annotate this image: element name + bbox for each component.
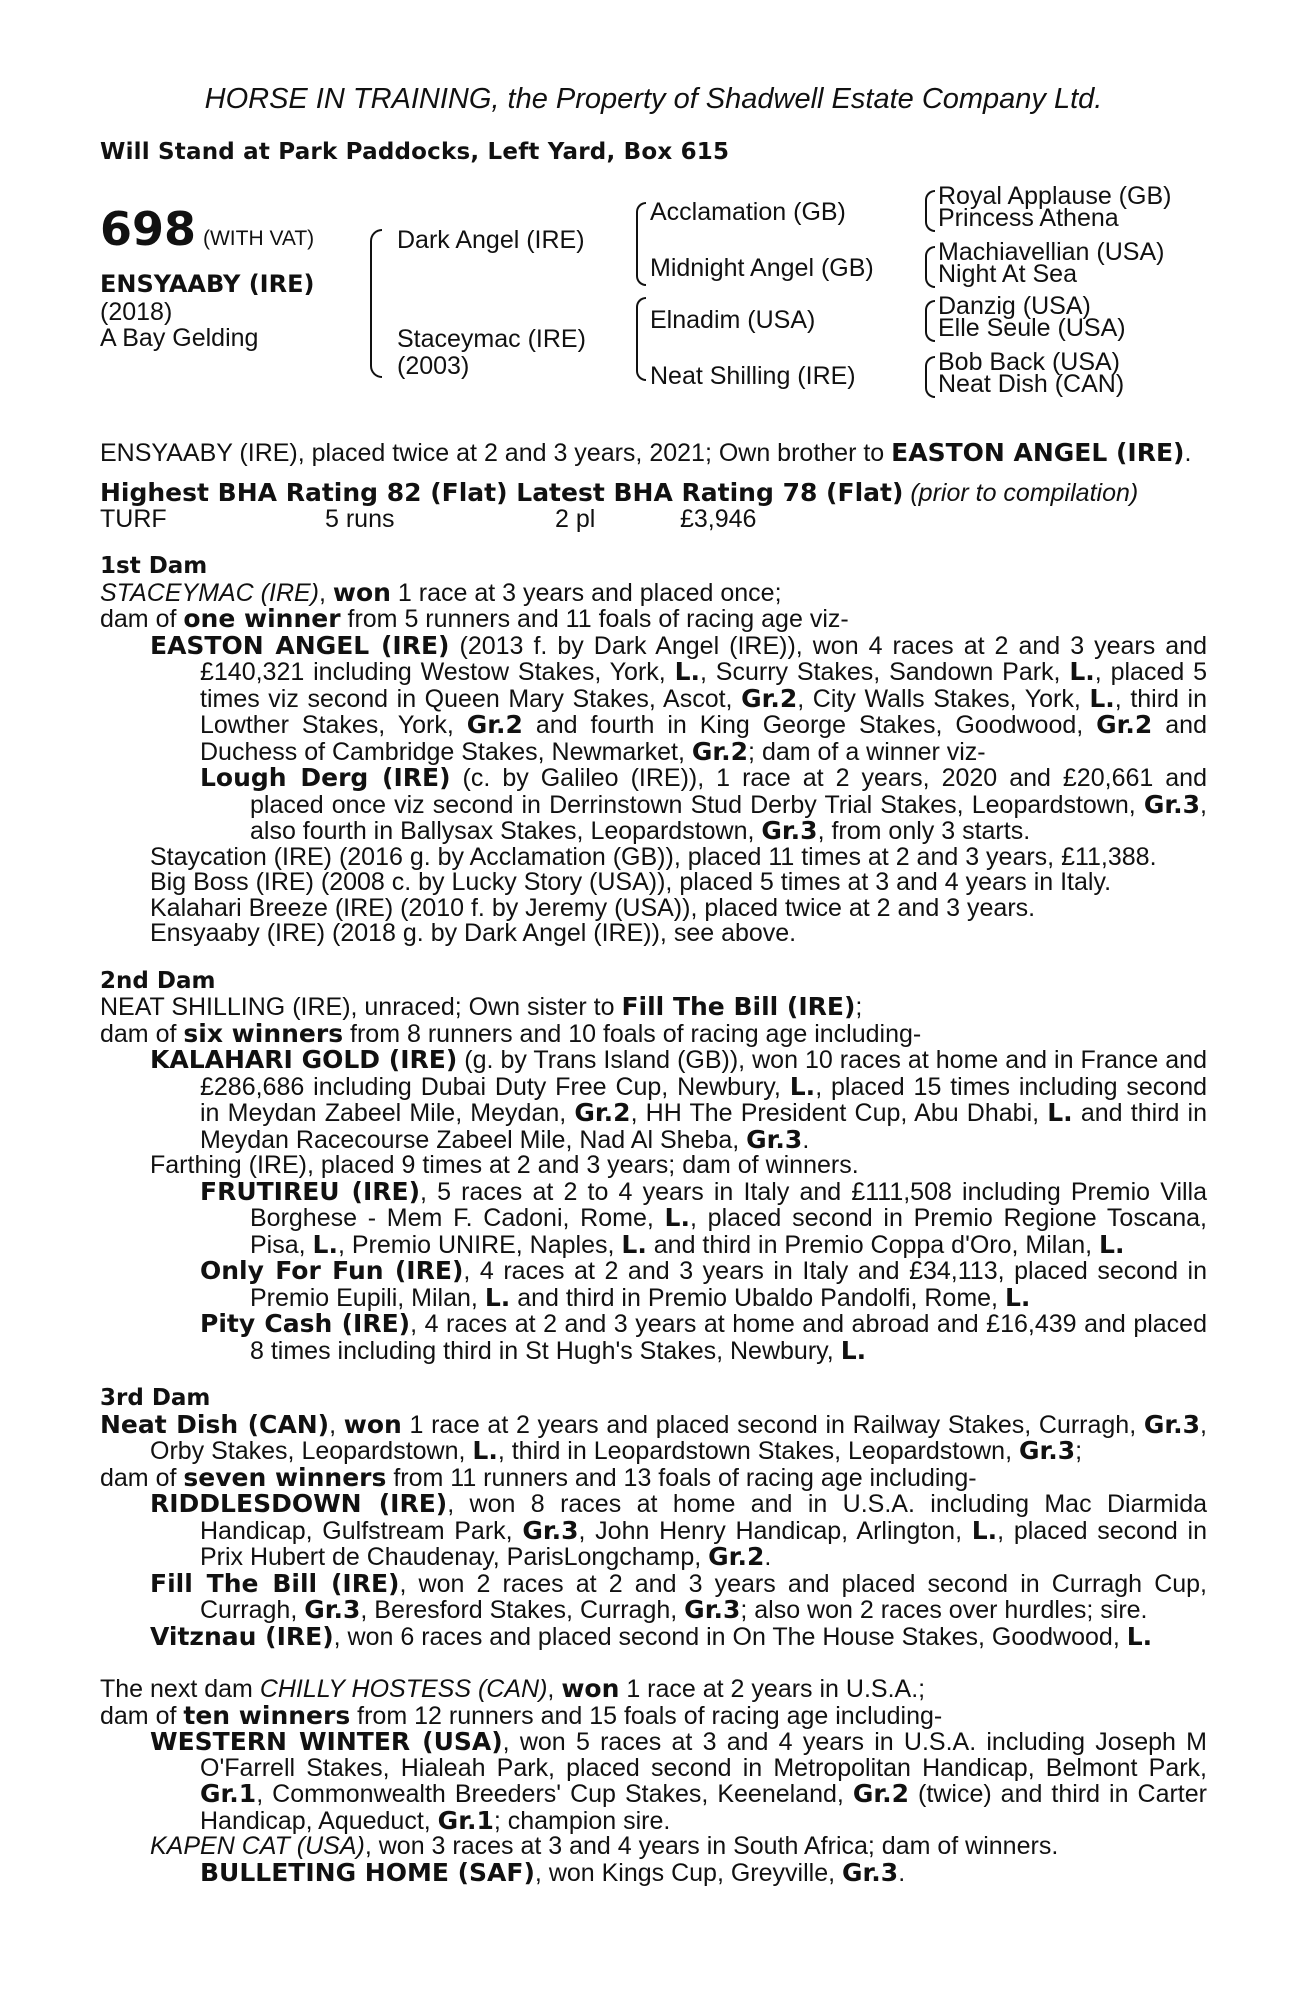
- gg-brace-3: [925, 300, 935, 342]
- next-entry-bulleting-home: BULLETING HOME (SAF), won Kings Cup, Greyville, Gr.3.: [200, 1857, 906, 1887]
- dam1-entry-easton-angel: EASTON ANGEL (IRE) (2013 f. by Dark Angel (IRE)), won 4 races at 2 and 3 years and £140,321 including Westow Stakes, York, L., Scurry Stakes, Sandown Park, L., placed 5 times viz second in Queen Mary Stakes, Ascot, Gr.2, City Walls Stakes, York, L., third in Lowther Stakes, York, Gr.2 and fourth in King George Stakes, Goodwood, Gr.2 and Duchess of Cambridge Stakes, Newmarket, Gr.2; dam of a winner viz-: [150, 630, 1207, 766]
- gg-6: Elle Seule (USA): [938, 313, 1126, 342]
- dam2-heading: 2nd Dam: [100, 967, 216, 994]
- dam2-entry-frutireu: FRUTIREU (IRE), 5 races at 2 to 4 years in Italy and £111,508 including Premio Villa Borghese - Mem F. Cadoni, Rome, L., placed second in Premio Regione Toscana, Pisa, L., Premio UNIRE, Naples, L. and third in Premio Coppa d'Oro, Milan, L.: [200, 1176, 1208, 1259]
- pedigree-block: [100, 181, 1207, 424]
- gg-4: Night At Sea: [938, 259, 1077, 288]
- dam3-entry-fill-the-bill: Fill The Bill (IRE), won 2 races at 2 and 3 years and placed second in Curragh Cup, Curragh, Gr.3, Beresford Stakes, Curragh, Gr.3; also won 2 races over hurdles; sire.: [150, 1568, 1208, 1624]
- dam2-entry-pity-cash: Pity Cash (IRE), 4 races at 2 and 3 years at home and abroad and £16,439 and placed 8 times including third in St Hugh's Stakes, Newbury, L.: [200, 1309, 1207, 1365]
- sire: Dark Angel (IRE): [397, 225, 585, 254]
- sire-dam: Midnight Angel (GB): [650, 253, 874, 282]
- dam3-line2: dam of seven winners from 11 runners and 13 foals of racing age including-: [100, 1462, 977, 1492]
- dam1-heading: 1st Dam: [100, 553, 208, 579]
- sire-sire: Acclamation (GB): [650, 197, 846, 226]
- dam: Staceymac (IRE): [397, 324, 586, 353]
- dam3-line1: Neat Dish (CAN), won 1 race at 2 years and placed second in Railway Stakes, Curragh, Gr.3, Orby Stakes, Leopardstown, L., third in Leopardstown Stakes, Leopardstown, Gr.3;: [100, 1409, 1207, 1465]
- dam2-entry-kalahari-gold: KALAHARI GOLD (IRE) (g. by Trans Island (GB)), won 10 races at home and in France and £286,686 including Dubai Duty Free Cup, Newbury, L., placed 15 times including second in Meydan Zabeel Mile, Meydan, Gr.2, HH The President Cup, Abu Dhabi, L. and third in Meydan Racecourse Zabeel Mile, Nad Al Sheba, Gr.3.: [150, 1045, 1208, 1154]
- gg-brace-2: [925, 246, 935, 288]
- gg-brace-4: [925, 356, 935, 398]
- gg-2: Princess Athena: [938, 203, 1119, 232]
- dam2-entry-farthing: Farthing (IRE), placed 9 times at 2 and 3 years; dam of winners.: [150, 1151, 859, 1179]
- lot-vat: (WITH VAT): [202, 226, 315, 250]
- race-record: TURF 5 runs 2 pl £3,946: [100, 504, 757, 533]
- summary: ENSYAABY (IRE), placed twice at 2 and 3 years, 2021; Own brother to EASTON ANGEL (IRE).: [100, 437, 1192, 467]
- horse-year: (2018): [100, 297, 173, 326]
- dam1-entry-ensyaaby: Ensyaaby (IRE) (2018 g. by Dark Angel (IRE)), see above.: [150, 919, 797, 947]
- next-entry-kapen-cat: KAPEN CAT (USA), won 3 races at 3 and 4 years in South Africa; dam of winners.: [150, 1832, 1059, 1860]
- sire-brace: [636, 202, 646, 286]
- dam1-line2: dam of one winner from 5 runners and 11 foals of racing age viz-: [100, 604, 849, 633]
- dam1-line1: STACEYMAC (IRE), won 1 race at 3 years and placed once;: [100, 577, 782, 607]
- dam1-entry-staycation: Staycation (IRE) (2016 g. by Acclamation (GB)), placed 11 times at 2 and 3 years, £11,388.: [150, 842, 1157, 871]
- next-dam-line2: dam of ten winners from 12 runners and 15 foals of racing age including-: [100, 1700, 943, 1730]
- gg-8: Neat Dish (CAN): [938, 369, 1125, 398]
- sire-dam-brace: [370, 229, 382, 378]
- next-entry-western-winter: WESTERN WINTER (USA), won 5 races at 3 and 4 years in U.S.A. including Joseph M O'Farrell Stakes, Hialeah Park, placed second in Metropolitan Handicap, Belmont Park, Gr.1, Commonwealth Breeders' Cup Stakes, Keeneland, Gr.2 (twice) and third in Carter Handicap, Aqueduct, Gr.1; champion sire.: [150, 1727, 1207, 1835]
- gg-3: Machiavellian (USA): [938, 237, 1165, 266]
- dam3-entry-vitznau: Vitznau (IRE), won 6 races and placed second in On The House Stakes, Goodwood, L.: [150, 1621, 1153, 1651]
- lot-header: [100, 201, 315, 256]
- gg-5: Danzig (USA): [938, 291, 1091, 320]
- rating: [100, 480, 1207, 532]
- stand-location: Will Stand at Park Paddocks, Left Yard, Box 615: [100, 139, 730, 165]
- dam1-entry-lough-derg: Lough Derg (IRE) (c. by Galileo (IRE)), 1 race at 2 years, 2020 and £20,661 and placed once viz second in Derrinstown Stud Derby Trial Stakes, Leopardstown, Gr.3, also fourth in Ballysax Stakes, Leopardstown, Gr.3, from only 3 starts.: [200, 763, 1207, 845]
- dam2-entry-only-for-fun: Only For Fun (IRE), 4 races at 2 and 3 years in Italy and £34,113, placed second in Premio Eupili, Milan, L. and third in Premio Ubaldo Pandolfi, Rome, L.: [200, 1256, 1207, 1312]
- dam-sire: Elnadim (USA): [650, 305, 816, 334]
- horse-name: ENSYAABY (IRE): [100, 269, 315, 298]
- gg-brace-1: [925, 190, 935, 232]
- dam2-line1: NEAT SHILLING (IRE), unraced; Own sister to Fill The Bill (IRE);: [100, 992, 863, 1021]
- dam-dam: Neat Shilling (IRE): [650, 361, 856, 390]
- rating-title: Highest BHA Rating 82 (Flat) Latest BHA Rating 78 (Flat): [100, 478, 904, 507]
- gg-7: Bob Back (USA): [938, 347, 1121, 376]
- catalogue-page: [100, 82, 1207, 1886]
- horse-description: A Bay Gelding: [100, 323, 259, 352]
- dam3-entry-riddlesdown: RIDDLESDOWN (IRE), won 8 races at home and in U.S.A. including Mac Diarmida Handicap, Gulfstream Park, Gr.3, John Henry Handicap, Arlington, L., placed second in Prix Hubert de Chaudenay, ParisLongchamp, Gr.2.: [150, 1489, 1207, 1571]
- next-dam-line1: The next dam CHILLY HOSTESS (CAN), won 1 race at 2 years in U.S.A.;: [100, 1674, 926, 1703]
- rating-note: (prior to compilation): [910, 479, 1139, 507]
- page-title: HORSE IN TRAINING, the Property of Shadwell Estate Company Ltd.: [204, 83, 1103, 115]
- gg-1: Royal Applause (GB): [938, 181, 1172, 210]
- dam3-heading: 3rd Dam: [100, 1385, 211, 1411]
- lot-number: 698: [100, 201, 197, 256]
- dam1-entry-kalahari-breeze: Kalahari Breeze (IRE) (2010 f. by Jeremy (USA)), placed twice at 2 and 3 years.: [150, 893, 1036, 922]
- dam-brace: [636, 297, 646, 381]
- dam-year: (2003): [397, 351, 470, 380]
- dam1-entry-big-boss: Big Boss (IRE) (2008 c. by Lucky Story (USA)), placed 5 times at 3 and 4 years in Italy.: [150, 868, 1112, 896]
- dam2-line2: dam of six winners from 8 runners and 10 foals of racing age including-: [100, 1018, 922, 1048]
